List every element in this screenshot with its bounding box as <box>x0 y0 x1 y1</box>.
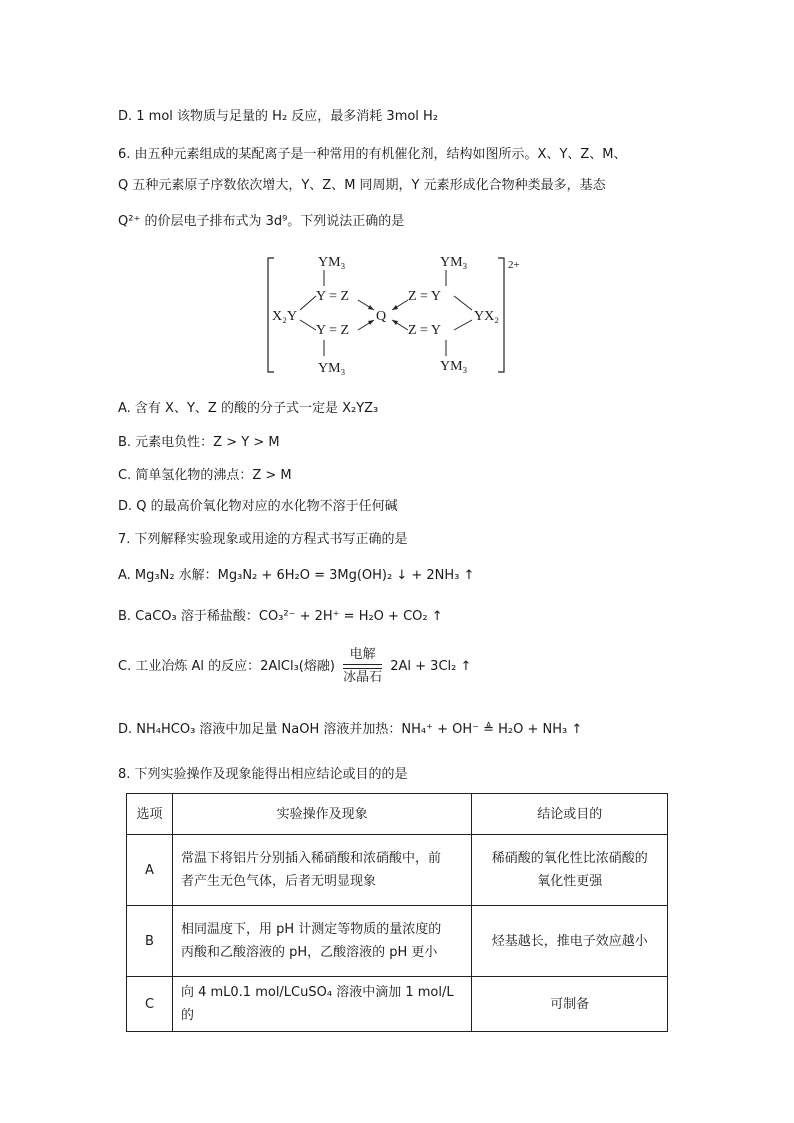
row-conclusion <box>472 835 668 906</box>
table-row <box>127 835 668 906</box>
operation-line: 丙酸和乙酸溶液的 pH，乙酸溶液的 pH 更小 <box>180 945 438 960</box>
table-header-row <box>127 794 668 835</box>
operation-line: 者产生无色气体，后者无明显现象 <box>180 874 376 889</box>
q6-stem-line3: Q²⁺ 的价层电子排布式为 3d⁹。下列说法正确的是 <box>118 214 405 229</box>
condition-under: 冰晶石 <box>343 670 383 685</box>
q7-option-c-suffix: 2Al + 3Cl₂ ↑ <box>390 659 472 674</box>
table-row <box>127 906 668 977</box>
conclusion-line: 烃基越长，推电子效应越小 <box>491 933 648 949</box>
row-conclusion <box>472 906 668 977</box>
q7-option-a: A. Mg₃N₂ 水解：Mg₃N₂ + 6H₂O = 3Mg(OH)₂ ↓ + 2NH₃ ↑ <box>118 568 475 583</box>
q7-option-c-prefix: C. 工业冶炼 Al 的反应：2AlCl₃(熔融) <box>118 659 335 674</box>
operation-line: 相同温度下，用 pH 计测定等物质的量浓度的 <box>180 922 442 937</box>
row-option: A <box>127 835 173 906</box>
header-conclusion: 结论或目的 <box>472 794 668 835</box>
q6-option-d: D. Q 的最高价氧化物对应的水化物不溶于任何碱 <box>118 499 398 514</box>
q6-stem-line1: 6. 由五种元素组成的某配离子是一种常用的有机催化剂，结构如图所示。X、Y、Z、M、 <box>118 147 627 162</box>
left-group: X₂Y <box>272 309 298 324</box>
right-group: YX₂ <box>474 309 500 324</box>
q8-stem: 8. 下列实验操作及现象能得出相应结论或目的的是 <box>118 767 408 782</box>
bottom-left-ym3: YM₃ <box>318 361 346 376</box>
q7-option-d: D. NH₄HCO₃ 溶液中加足量 NaOH 溶液并加热：NH₄⁺ + OH⁻ ≜ H₂O + NH₃ ↑ <box>118 722 583 737</box>
top-left-ym3: YM₃ <box>318 255 346 270</box>
table-row <box>127 977 668 1032</box>
q7-stem: 7. 下列解释实验现象或用途的方程式书写正确的是 <box>118 532 408 547</box>
experiment-table <box>126 793 668 1032</box>
row1-right: Z = Y <box>408 289 442 304</box>
q6-option-a: A. 含有 X、Y、Z 的酸的分子式一定是 X₂YZ₃ <box>118 401 379 416</box>
q7-option-b: B. CaCO₃ 溶于稀盐酸：CO₃²⁻ + 2H⁺ = H₂O + CO₂ ↑ <box>118 609 443 624</box>
row-option: C <box>127 977 173 1032</box>
conclusion-line: 稀硝酸的氧化性比浓硝酸的 <box>491 851 648 866</box>
q7-option-c <box>118 647 471 687</box>
q6-option-b: B. 元素电负性：Z > Y > M <box>118 435 280 450</box>
conclusion-line: 可制备 <box>550 996 590 1012</box>
q6-option-c: C. 简单氢化物的沸点：Z > M <box>118 468 292 483</box>
conclusion-line: 氧化性更强 <box>537 874 603 889</box>
bottom-right-ym3: YM₃ <box>440 359 468 374</box>
charge-label: 2+ <box>508 259 520 271</box>
q6-stem-line2: Q 五种元素原子序数依次增大，Y、Z、M 同周期，Y 元素形成化合物种类最多，基态 <box>118 178 606 193</box>
row-conclusion <box>472 977 668 1032</box>
row-operation <box>172 906 471 977</box>
row2-right: Z = Y <box>408 323 442 338</box>
row-option: B <box>127 906 173 977</box>
row-operation <box>172 977 471 1032</box>
condition-over: 电解 <box>349 647 376 662</box>
header-operation: 实验操作及现象 <box>172 794 471 835</box>
row1-left: Y = Z <box>316 289 350 304</box>
operation-line: 向 4 mL0.1 mol/LCuSO₄ 溶液中滴加 1 mol/L 的 <box>180 985 454 1023</box>
header-option: 选项 <box>127 794 173 835</box>
row2-left: Y = Z <box>316 323 350 338</box>
row-operation <box>172 835 471 906</box>
operation-line: 常温下将铝片分别插入稀硝酸和浓硝酸中，前 <box>180 851 441 866</box>
complex-ion-structure-diagram <box>262 248 524 378</box>
q5-option-d: D. 1 mol 该物质与足量的 H₂ 反应，最多消耗 3mol H₂ <box>118 109 439 124</box>
electrolysis-condition <box>343 647 382 686</box>
center-q: Q <box>376 309 387 324</box>
top-right-ym3: YM₃ <box>440 255 468 270</box>
